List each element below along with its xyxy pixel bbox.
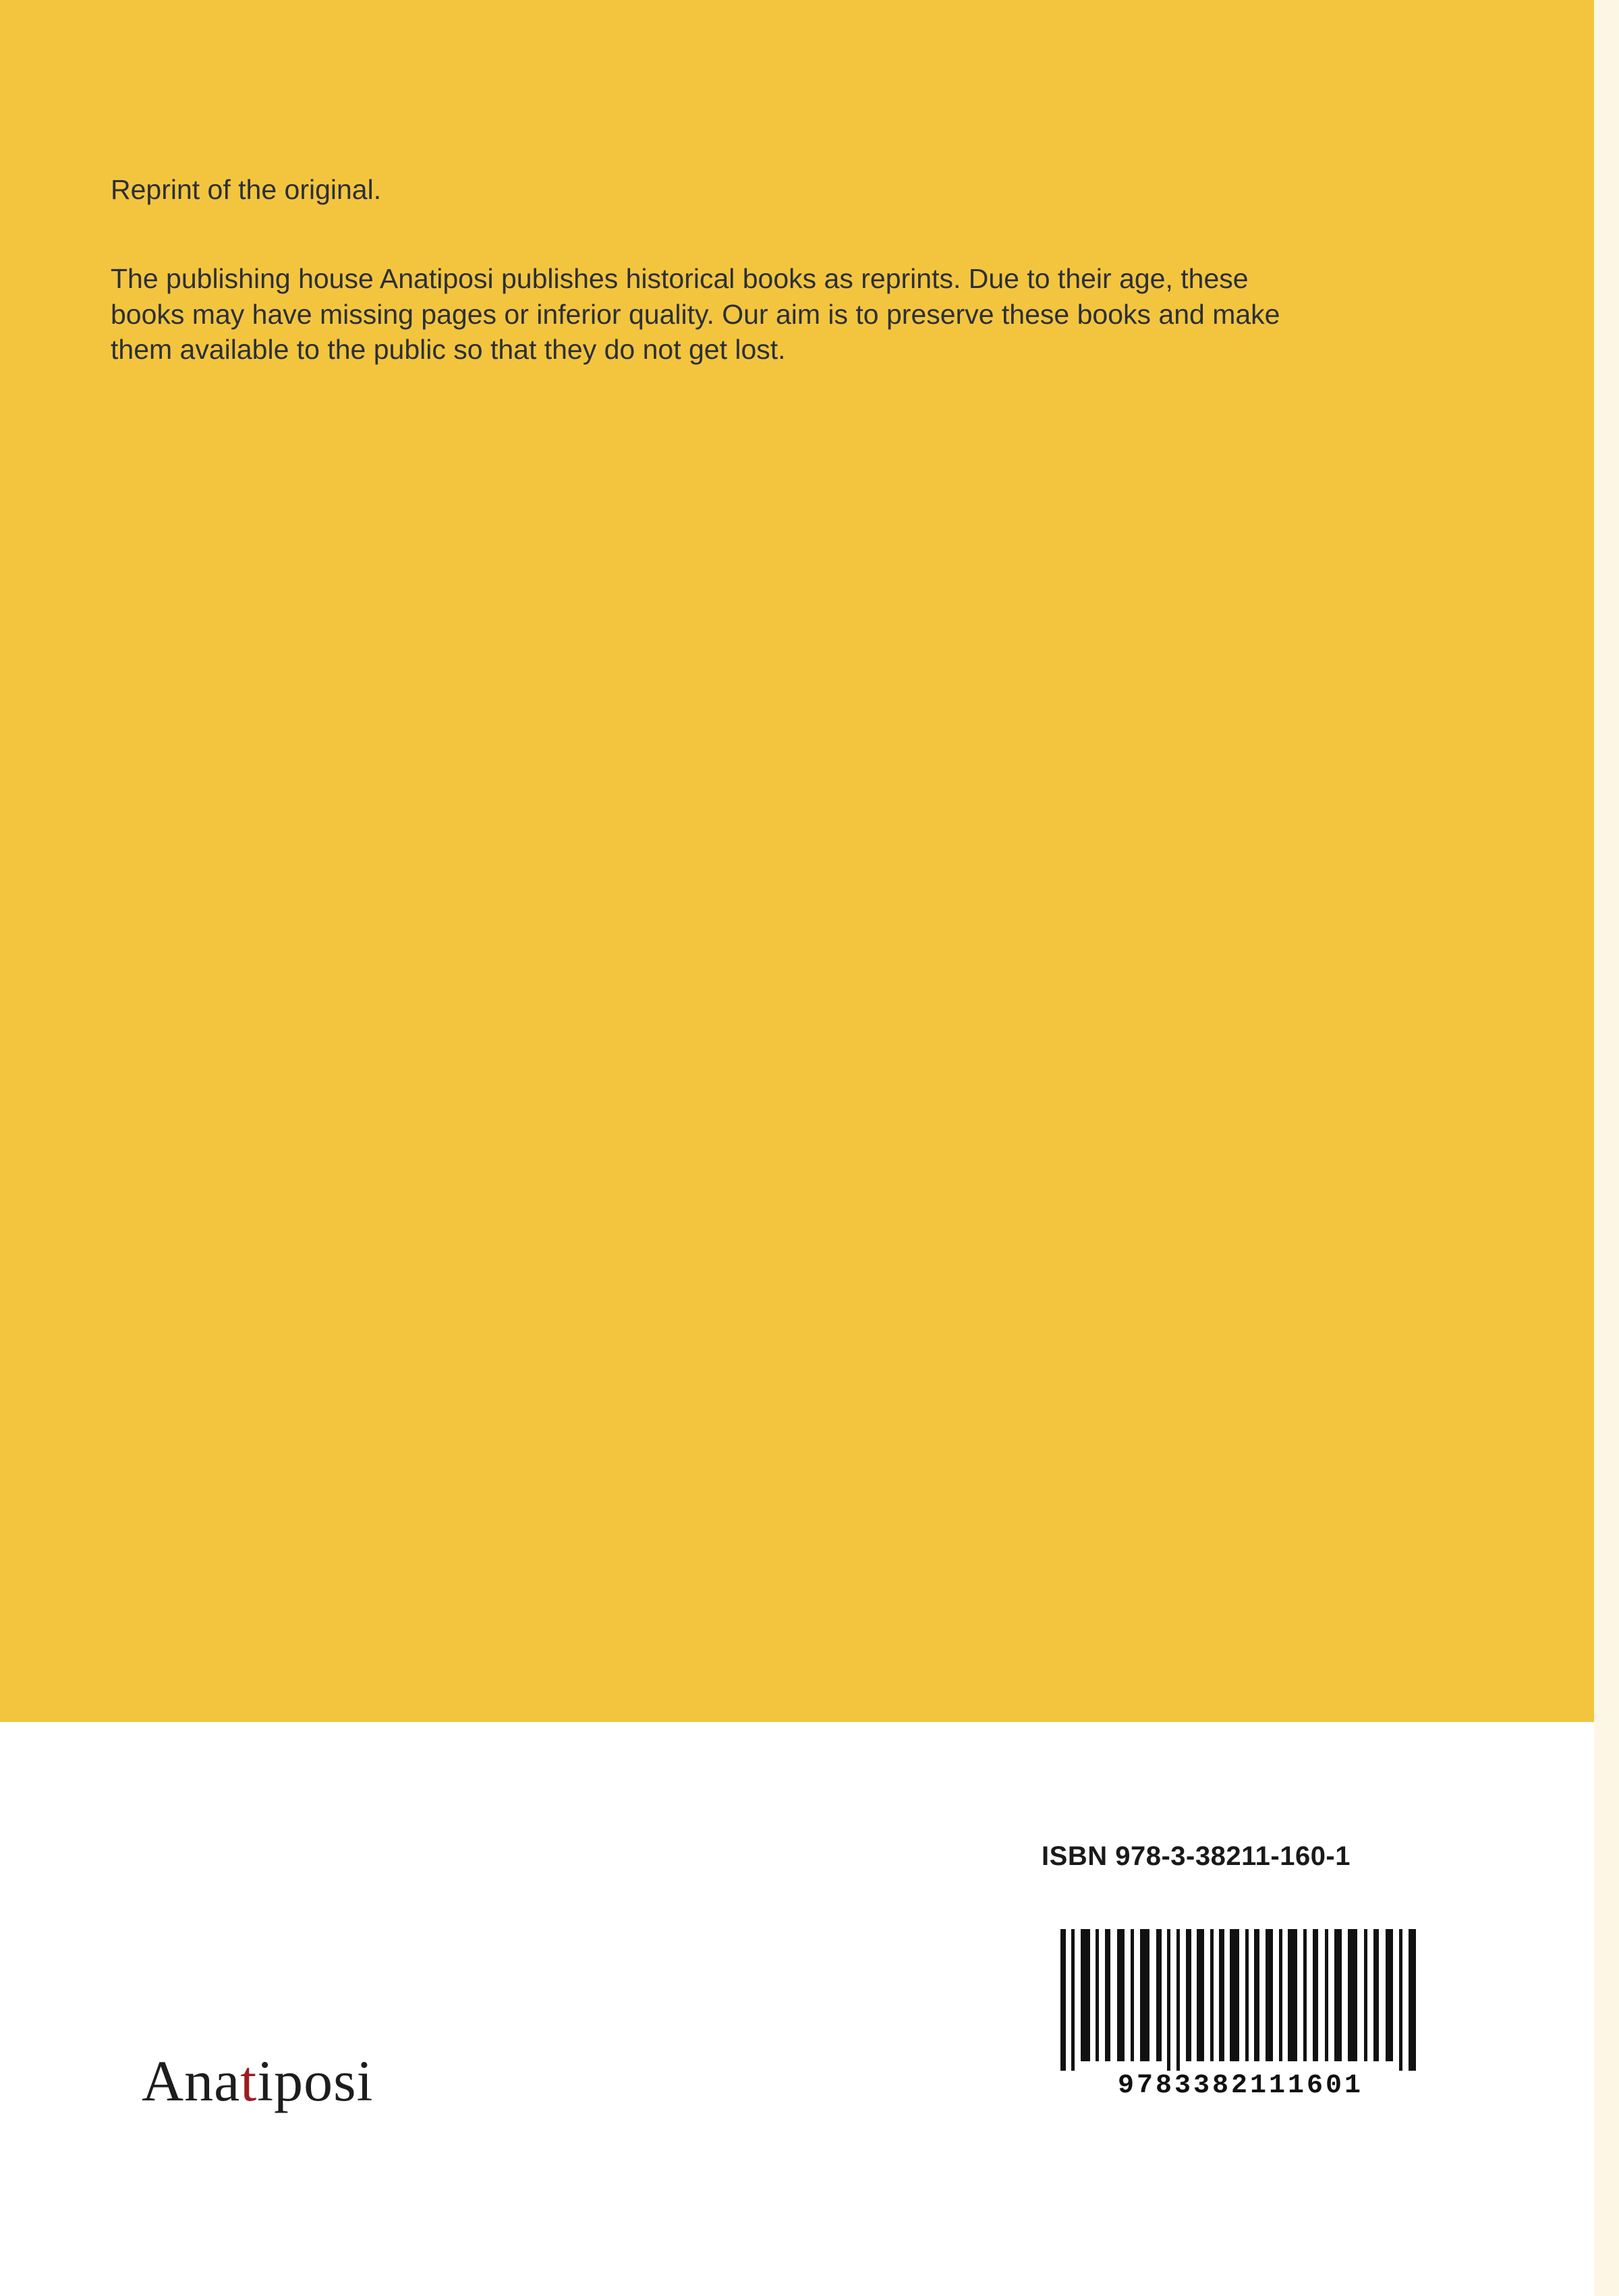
page-edge-strip: [1594, 0, 1619, 2296]
logo-text-before: Ana: [142, 2048, 241, 2113]
barcode: [1056, 1929, 1425, 2111]
logo-text-accent: t: [240, 2048, 258, 2113]
publisher-description: The publishing house Anatiposi publishes historical books as reprints. Due to their age, these books may have missing pages or inferior quality. Our aim is to preserve these books and make them available to the public so that they do not get lost.: [111, 263, 1280, 366]
blurb-block: [111, 172, 1318, 368]
barcode-digits: 9783382111601: [1056, 2071, 1425, 2101]
logo-text-after: iposi: [257, 2048, 374, 2113]
publisher-logo: [142, 2047, 373, 2115]
isbn-label: ISBN 978-3-38211-160-1: [1042, 1841, 1351, 1871]
reprint-note: Reprint of the original.: [111, 174, 382, 205]
barcode-bars: [1056, 1929, 1425, 2084]
